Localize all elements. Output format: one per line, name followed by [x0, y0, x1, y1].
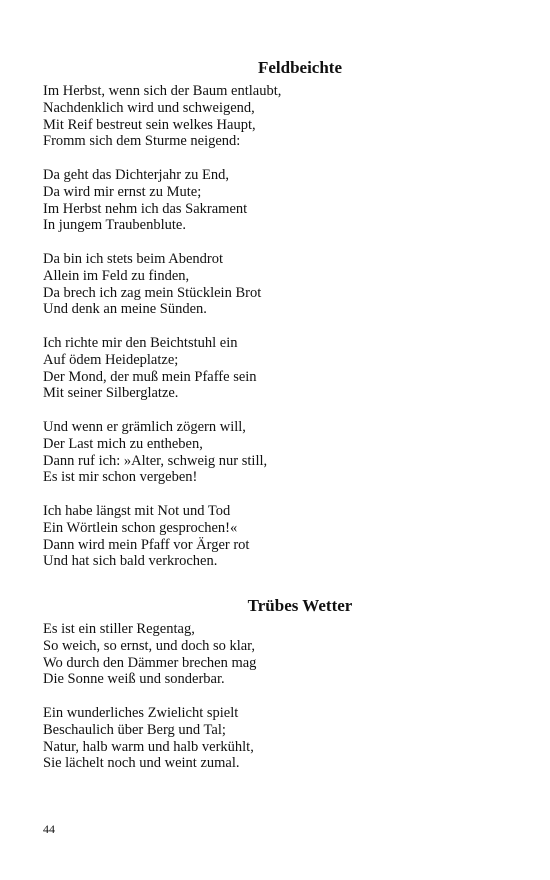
poem-line: Wo durch den Dämmer brechen mag [43, 654, 257, 671]
stanza [43, 83, 513, 150]
poem-line: Ich richte mir den Beichtstuhl ein [43, 334, 238, 351]
poem-line: Sie lächelt noch und weint zumal. [43, 755, 240, 772]
stanza [43, 251, 513, 318]
poem-line: Mit seiner Silberglatze. [43, 385, 179, 402]
poem-line: Es ist mir schon vergeben! [43, 469, 198, 486]
page-number: 44 [43, 822, 55, 836]
poem-line: Ich habe längst mit Not und Tod [43, 502, 231, 519]
poem-line: Beschaulich über Berg und Tal; [43, 721, 226, 738]
poem-line: Da brech ich zag mein Stücklein Brot [43, 284, 262, 301]
poem-line: Ein Wörtlein schon gesprochen!« [43, 519, 238, 536]
stanza [43, 621, 513, 688]
poem-line: Da geht das Dichterjahr zu End, [43, 166, 230, 183]
poem-line: Fromm sich dem Sturme neigend: [43, 133, 241, 150]
poem-line: Im Herbst, wenn sich der Baum entlaubt, [43, 83, 282, 99]
poem-line: Dann wird mein Pfaff vor Ärger rot [43, 536, 250, 553]
poem-line: Da wird mir ernst zu Mute; [43, 183, 202, 200]
stanza [43, 167, 513, 234]
stanza [43, 503, 513, 570]
poem-line: Der Mond, der muß mein Pfaffe sein [43, 368, 257, 385]
poem-body [43, 83, 513, 587]
poem-line: Und wenn er grämlich zögern will, [43, 418, 246, 435]
stanza [43, 705, 513, 772]
poem-line: Dann ruf ich: »Alter, schweig nur still, [43, 452, 268, 469]
stanza [43, 419, 513, 486]
poem-line: Mit Reif bestreut sein welkes Haupt, [43, 116, 256, 133]
poem-line: Natur, halb warm und halb verkühlt, [43, 738, 254, 755]
poem-line: Da bin ich stets beim Abendrot [43, 250, 224, 267]
poem-title: Trübes Wetter [247, 596, 353, 615]
poem-line: Der Last mich zu entheben, [43, 435, 203, 452]
poem-line: In jungem Traubenblute. [43, 217, 186, 234]
poem-line: Die Sonne weiß und sonderbar. [43, 671, 225, 688]
poem-line: Und denk an meine Sünden. [43, 301, 207, 318]
poem-title: Feldbeichte [257, 58, 343, 77]
poem-line: So weich, so ernst, und doch so klar, [43, 637, 256, 654]
poem-line: Es ist ein stiller Regentag, [43, 621, 195, 637]
poem-line: Auf ödem Heideplatze; [43, 351, 179, 368]
stanza [43, 335, 513, 402]
poem-line: Allein im Feld zu finden, [43, 267, 190, 284]
poem-line: Ein wunderliches Zwielicht spielt [43, 704, 239, 721]
poem-line: Und hat sich bald verkrochen. [43, 553, 218, 570]
poem-line: Im Herbst nehm ich das Sakrament [43, 200, 248, 217]
poem-line: Nachdenklich wird und schweigend, [43, 99, 255, 116]
poem-body [43, 621, 513, 789]
